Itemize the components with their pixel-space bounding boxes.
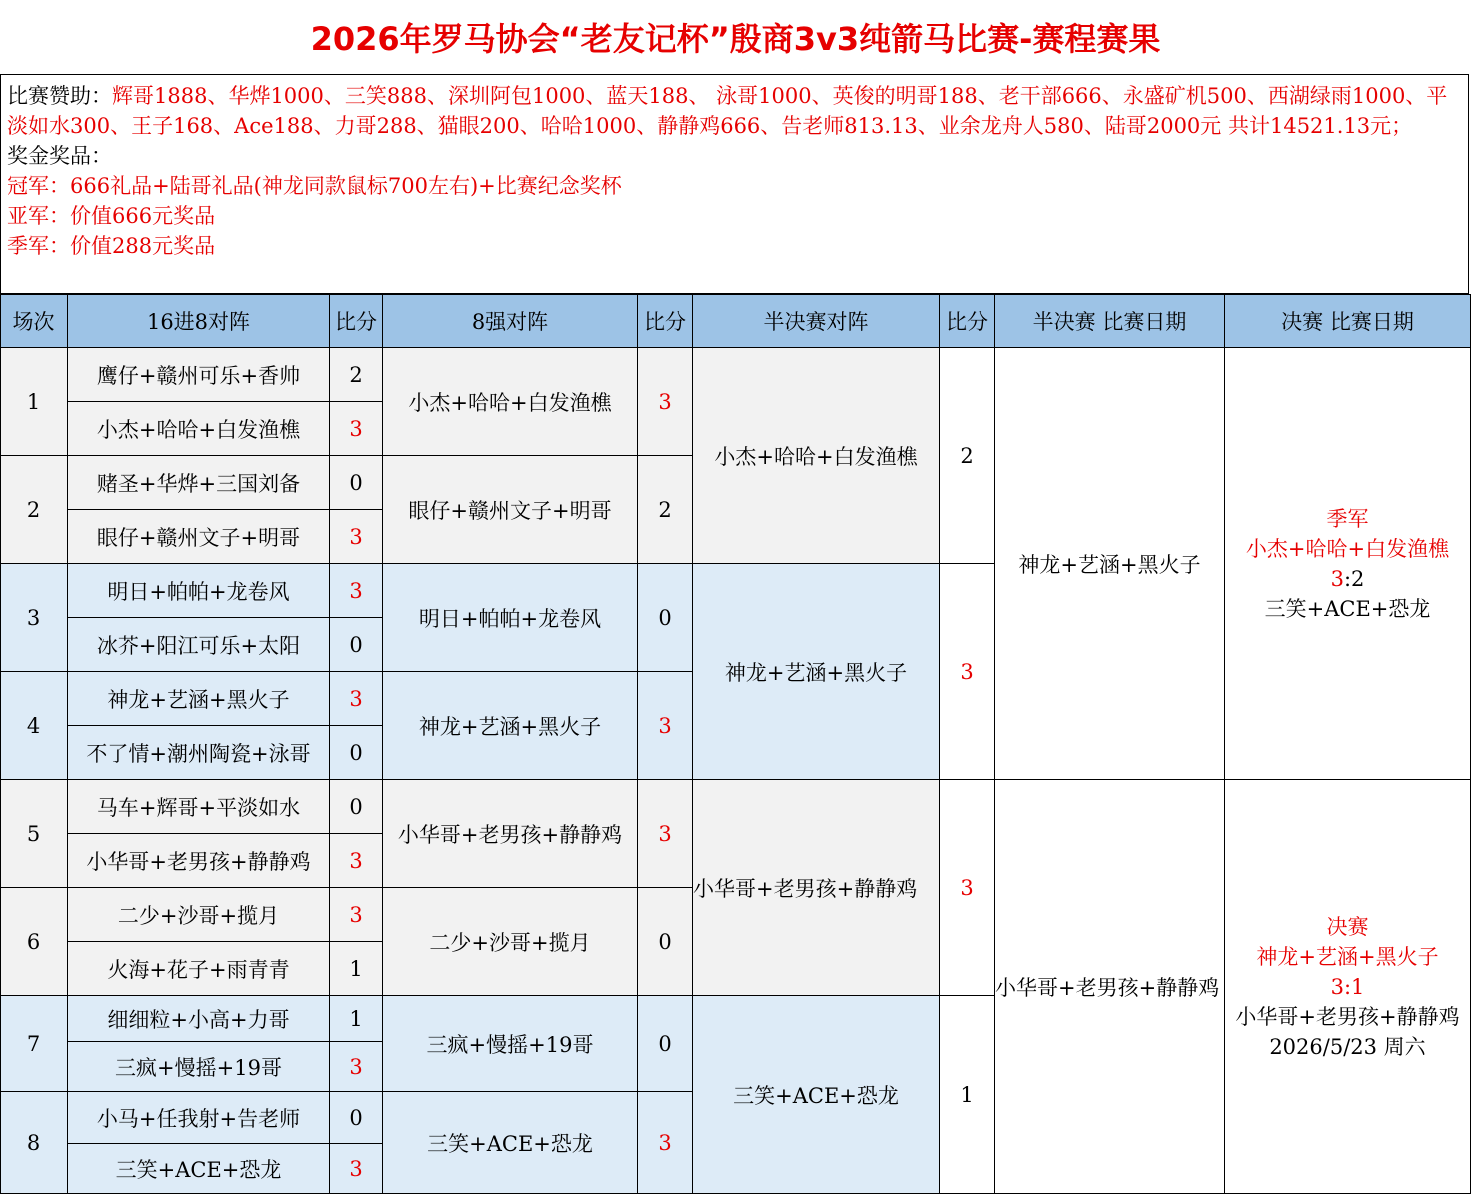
qf-score: 3 — [638, 1092, 693, 1194]
qf-team: 二少+沙哥+揽月 — [383, 888, 638, 996]
qf-score: 0 — [638, 564, 693, 672]
r16-score: 3 — [330, 1042, 383, 1092]
header-sf-date: 半决赛 比赛日期 — [995, 294, 1225, 348]
third-place-winner: 小杰+哈哈+白发渔樵 — [1245, 536, 1450, 561]
sponsors-label: 比赛赞助： — [7, 84, 112, 108]
r16-team: 鹰仔+赣州可乐+香帅 — [68, 348, 330, 402]
qf-team: 神龙+艺涵+黑火子 — [383, 672, 638, 780]
r16-score: 1 — [330, 942, 383, 996]
third-place-label: 季军 — [1326, 506, 1369, 531]
sf-team: 神龙+艺涵+黑火子 — [693, 564, 940, 780]
sf-score: 3 — [940, 564, 995, 780]
r16-score: 0 — [330, 618, 383, 672]
info-panel — [0, 74, 1469, 294]
qf-team: 三疯+慢摇+19哥 — [383, 996, 638, 1092]
sponsors-text: 辉哥1888、华烨1000、三笑888、深圳阿包1000、蓝天188、 泳哥1000、英俊的明哥188、老干部666、永盛矿机500、西湖绿雨1000、平淡如水300、王子168、Ace188、力哥288、猫眼200、哈哈1000、静静鸡666、告老师813.13、业余龙舟人580、陆哥2000元 共计14521.13元； — [7, 84, 1448, 138]
r16-score: 0 — [330, 456, 383, 510]
final-score: 3:1 — [1330, 974, 1365, 999]
qf-score: 0 — [638, 888, 693, 996]
qf-team: 小华哥+老男孩+静静鸡 — [383, 780, 638, 888]
third-place-loser: 三笑+ACE+恐龙 — [1264, 596, 1431, 621]
round-number: 6 — [0, 888, 68, 996]
header-qf: 8强对阵 — [383, 294, 638, 348]
r16-team: 小马+任我射+告老师 — [68, 1092, 330, 1144]
final-label: 决赛 — [1326, 914, 1369, 939]
third-place-score — [1331, 564, 1365, 594]
r16-score: 0 — [330, 780, 383, 834]
qf-team: 小杰+哈哈+白发渔樵 — [383, 348, 638, 456]
final-winner: 神龙+艺涵+黑火子 — [1256, 944, 1439, 969]
sf-team: 小华哥+老男孩+静静鸡 — [693, 780, 940, 996]
qf-score: 3 — [638, 348, 693, 456]
header-score-sf: 比分 — [940, 294, 995, 348]
final-loser: 小华哥+老男孩+静静鸡 — [1235, 1004, 1460, 1029]
header-score-qf: 比分 — [638, 294, 693, 348]
qf-score: 0 — [638, 996, 693, 1092]
sponsors-line — [7, 81, 1462, 141]
header-sf: 半决赛对阵 — [693, 294, 940, 348]
qf-team: 眼仔+赣州文子+明哥 — [383, 456, 638, 564]
finalist-team: 神龙+艺涵+黑火子 — [995, 348, 1225, 780]
qf-score: 3 — [638, 672, 693, 780]
r16-team: 冰芥+阳江可乐+太阳 — [68, 618, 330, 672]
header-round: 场次 — [0, 294, 68, 348]
finalist-team: 小华哥+老男孩+静静鸡 — [995, 780, 1225, 1194]
third-place-block — [1225, 348, 1471, 780]
sf-team: 三笑+ACE+恐龙 — [693, 996, 940, 1194]
header-r16: 16进8对阵 — [68, 294, 330, 348]
third-place-score-win: 3 — [1330, 566, 1344, 591]
qf-score: 3 — [638, 780, 693, 888]
r16-team: 马车+辉哥+平淡如水 — [68, 780, 330, 834]
round-number: 3 — [0, 564, 68, 672]
r16-team: 不了情+潮州陶瓷+泳哥 — [68, 726, 330, 780]
final-block — [1225, 780, 1471, 1194]
prize-runner-up: 亚军：价值666元奖品 — [7, 204, 216, 228]
third-place-score-rest: :2 — [1343, 566, 1365, 591]
r16-score: 3 — [330, 510, 383, 564]
round-number: 2 — [0, 456, 68, 564]
r16-team: 三疯+慢摇+19哥 — [68, 1042, 330, 1092]
r16-team: 三笑+ACE+恐龙 — [68, 1144, 330, 1194]
header-score-r16: 比分 — [330, 294, 383, 348]
page-title: 2026年罗马协会“老友记杯”殷商3v3纯箭马比赛-赛程赛果 — [310, 20, 1161, 58]
final-date: 2026/5/23 周六 — [1269, 1034, 1426, 1059]
sf-score: 3 — [940, 780, 995, 996]
r16-team: 火海+花子+雨青青 — [68, 942, 330, 996]
r16-score: 3 — [330, 564, 383, 618]
r16-score: 3 — [330, 834, 383, 888]
round-number: 8 — [0, 1092, 68, 1194]
qf-score: 2 — [638, 456, 693, 564]
r16-score: 3 — [330, 1144, 383, 1194]
r16-team: 小华哥+老男孩+静静鸡 — [68, 834, 330, 888]
sf-score: 1 — [940, 996, 995, 1194]
r16-team: 二少+沙哥+揽月 — [68, 888, 330, 942]
prize-third: 季军：价值288元奖品 — [7, 234, 216, 258]
r16-team: 小杰+哈哈+白发渔樵 — [68, 402, 330, 456]
r16-score: 3 — [330, 402, 383, 456]
sf-score: 2 — [940, 348, 995, 564]
header-final-date: 决赛 比赛日期 — [1225, 294, 1471, 348]
r16-score: 1 — [330, 996, 383, 1042]
r16-score: 0 — [330, 1092, 383, 1144]
prizes-label: 奖金奖品： — [7, 144, 112, 168]
round-number: 5 — [0, 780, 68, 888]
r16-team: 细细粒+小高+力哥 — [68, 996, 330, 1042]
qf-team: 三笑+ACE+恐龙 — [383, 1092, 638, 1194]
r16-team: 赌圣+华烨+三国刘备 — [68, 456, 330, 510]
r16-score: 2 — [330, 348, 383, 402]
r16-score: 3 — [330, 672, 383, 726]
sf-team: 小杰+哈哈+白发渔樵 — [693, 348, 940, 564]
round-number: 7 — [0, 996, 68, 1092]
round-number: 1 — [0, 348, 68, 456]
r16-team: 眼仔+赣州文子+明哥 — [68, 510, 330, 564]
r16-team: 明日+帕帕+龙卷风 — [68, 564, 330, 618]
qf-team: 明日+帕帕+龙卷风 — [383, 564, 638, 672]
round-number: 4 — [0, 672, 68, 780]
prize-champion: 冠军：666礼品+陆哥礼品(神龙同款鼠标700左右)+比赛纪念奖杯 — [7, 174, 622, 198]
r16-score: 0 — [330, 726, 383, 780]
r16-score: 3 — [330, 888, 383, 942]
r16-team: 神龙+艺涵+黑火子 — [68, 672, 330, 726]
